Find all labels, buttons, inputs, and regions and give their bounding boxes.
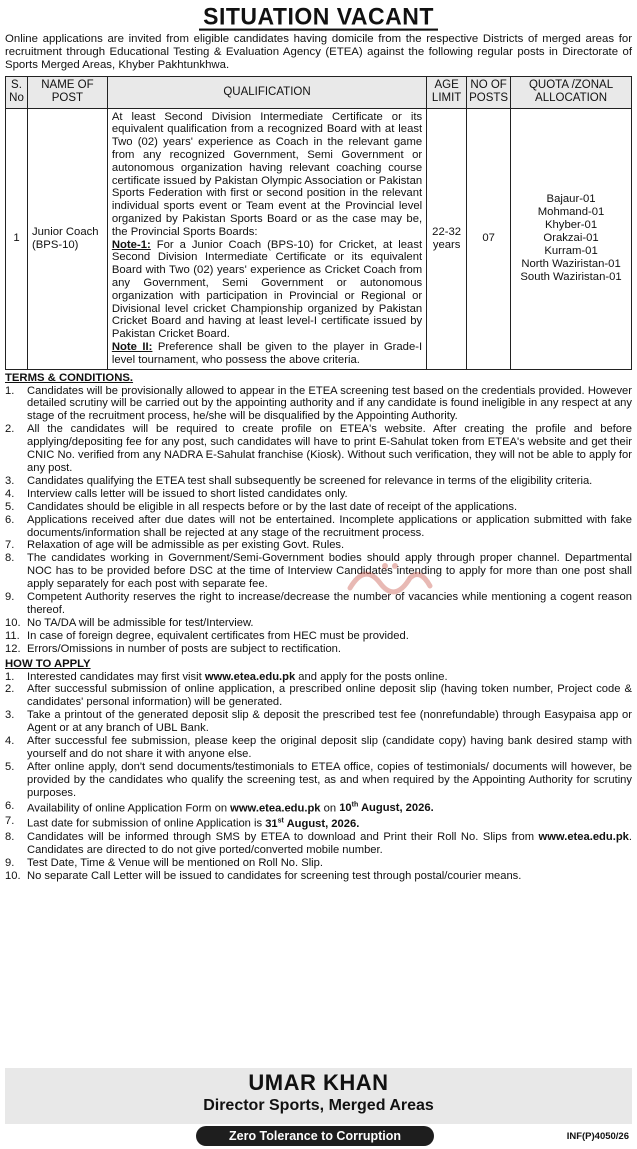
item-text-part: and apply for the posts online. — [295, 670, 448, 683]
item-number: 3. — [5, 474, 15, 487]
item-text-part: . Candidates are directed to do not give ported/converted mobile number. — [27, 830, 632, 856]
item-number: 1. — [5, 670, 15, 683]
signature-block — [5, 1068, 632, 1124]
item-text-part: Candidates will be informed through SMS by ETEA to download and Print their Roll No. Slips from — [27, 830, 539, 843]
item-number: 8. — [5, 552, 15, 565]
list-item — [5, 385, 632, 424]
header-post: NAME OF POST — [27, 76, 107, 108]
item-number: 1. — [5, 384, 15, 397]
item-text-part: Last date for submission of online Application is — [27, 818, 266, 831]
list-item — [5, 475, 632, 488]
item-text-part: After successful submission of online application, a prescribed online deposit slip (having token number, Project code & candidates' personal information) will be generated. — [27, 683, 632, 709]
date-text: 10th August, 2026. — [339, 801, 434, 815]
cell-posts: 07 — [467, 108, 511, 369]
item-number: 9. — [5, 856, 15, 869]
item-text — [27, 800, 632, 816]
item-text — [27, 870, 632, 883]
advertisement — [5, 4, 632, 883]
item-number: 6. — [5, 513, 15, 526]
item-text-part: Interested candidates may first visit — [27, 670, 205, 683]
item-text-part: Test Date, Time & Venue will be mentioned on Roll No. Slip. — [27, 856, 323, 869]
signatory-name: UMAR KHAN — [248, 1070, 389, 1095]
item-text — [27, 683, 632, 709]
list-item — [5, 552, 632, 591]
list-item — [5, 643, 632, 656]
item-text — [27, 831, 632, 857]
list-item — [5, 800, 632, 816]
list-item — [5, 831, 632, 857]
item-number: 12. — [5, 642, 21, 655]
item-text: Candidates will be provisionally allowed to appear in the ETEA screening test based on the credentials provided. However detailed scrutiny will be carried out by the appointing authority and if any candidate is found ineligible in any respect at any stage of the recruitment process, he/she will be disqualified by the Appointing Authority. — [27, 384, 632, 423]
list-item — [5, 815, 632, 831]
qualification-main: At least Second Division Intermediate Certificate or its equivalent qualification from a recognized Board with at least Two (02) years' experience as Coach in the relevant game from any recognized Government, Semi Government or autonomous organization having relevant coaching course certificate issued by Pakistan Olympic Association or Pakistan Sports Federation with first or second position in the relevant individual sports event or Team event at the Provincial level organized by Pakistan Sports Board or as the case may be, the Provincial Sports Boards: — [111, 110, 423, 238]
date-text: 31st August, 2026. — [265, 817, 360, 831]
note1-text: For a Junior Coach (BPS-10) for Cricket, at least Second Division Intermediate Certificate or its equivalent Board with Two (02) years' experience as Cricket Coach from any Government, Semi Government or autonomous organization with participation in Provincial or Regional or Divisional level cricket Championship organized by Pakistan Cricket Board and having at least level-I certificate issued by Pakistan Cricket Board. — [111, 238, 423, 341]
item-number: 5. — [5, 500, 15, 513]
item-number: 4. — [5, 487, 15, 500]
title-wrap — [5, 4, 632, 30]
header-sno: S. No — [6, 76, 28, 108]
cell-sno: 1 — [6, 108, 28, 369]
header-age: AGE LIMIT — [427, 76, 467, 108]
item-number: 8. — [5, 830, 15, 843]
page-title: SITUATION VACANT — [199, 3, 438, 30]
cell-quota — [511, 108, 632, 369]
item-text: Competent Authority reserves the right to increase/decrease the number of vacancies while mentioning a cogent reason thereof. — [27, 591, 632, 616]
signatory-title: Director Sports, Merged Areas — [203, 1097, 434, 1114]
header-posts: NO OF POSTS — [467, 76, 511, 108]
item-text — [27, 815, 632, 831]
item-number: 10. — [5, 616, 21, 629]
list-item — [5, 870, 632, 883]
list-item — [5, 514, 632, 540]
list-item — [5, 683, 632, 709]
note2-label: Note II: — [111, 340, 153, 353]
table-row — [6, 108, 632, 369]
list-item — [5, 423, 632, 475]
quota-item: Orakzai-01 — [543, 232, 599, 245]
howto-list — [5, 671, 632, 883]
item-text: In case of foreign degree, equivalent certificates from HEC must be provided. — [27, 629, 409, 642]
posts-table — [5, 76, 632, 370]
terms-list — [5, 385, 632, 656]
item-number: 10. — [5, 869, 21, 882]
list-item — [5, 501, 632, 514]
item-text: Candidates qualifying the ETEA test shall subsequently be screened for relevance in terms of the eligibility criteria. — [27, 474, 593, 487]
item-text: Applications received after due dates will not be entertained. Incomplete applications or application submitted with fake documents/information shall be rejected at any stage of the recruitment process. — [27, 513, 632, 539]
item-number: 4. — [5, 735, 15, 748]
item-number: 7. — [5, 539, 15, 552]
item-text — [27, 671, 632, 684]
intro-paragraph: Online applications are invited from eligible candidates having domicile from the respective Districts of merged areas for recruitment through Educational Testing & Evaluation Agency (ETEA) against the following regular posts in Directorate of Sports Merged Areas, Khyber Pakhtunkhwa. — [5, 33, 632, 72]
item-text: No TA/DA will be admissible for test/Interview. — [27, 616, 254, 629]
item-number: 5. — [5, 760, 15, 773]
list-item — [5, 857, 632, 870]
item-text-part: After successful fee submission, please keep the original deposit slip (candidate copy) having bank desired stamp with yourself and do not share it with anyone else. — [27, 735, 632, 761]
list-item — [5, 617, 632, 630]
item-number: 6. — [5, 799, 15, 812]
quota-item: Kurram-01 — [544, 245, 598, 258]
item-text-part: No separate Call Letter will be issued to candidates for screening test through postal/courier means. — [27, 869, 522, 882]
item-text-part: After online apply, don't send documents/testimonials to ETEA office, copies of testimonials/ documents will however, be provided by the candidates who qualify the screening test, as and when required by the Appointing Authority for scrutiny purposes. — [27, 760, 632, 799]
item-text — [27, 709, 632, 735]
item-text-part: Availability of online Application Form on — [27, 802, 231, 815]
table-header-row — [6, 76, 632, 108]
item-text-part: on — [320, 802, 340, 815]
quota-item: Bajaur-01 — [546, 193, 596, 206]
list-item — [5, 591, 632, 617]
item-text: Interview calls letter will be issued to short listed candidates only. — [27, 487, 348, 500]
list-item — [5, 488, 632, 501]
item-number: 2. — [5, 683, 15, 696]
cell-post: Junior Coach (BPS-10) — [27, 108, 107, 369]
item-number: 9. — [5, 591, 15, 604]
howto-heading: HOW TO APPLY — [5, 657, 91, 670]
slogan-banner: Zero Tolerance to Corruption — [196, 1126, 434, 1146]
item-text: Candidates should be eligible in all respects before or by the last date of receipt of the applications. — [27, 500, 518, 513]
cell-qualification — [107, 108, 426, 369]
item-text: All the candidates will be required to create profile on ETEA's website. After creating the profile and before applying/depositing fee for any post, such candidates will have to print E-Sahulat token from ETEA's website and get their CNIC No. verified from any NADRA E-Sahulat franchise (Kiosk). Without such verification, they will not be able to apply for any post. — [27, 423, 632, 474]
list-item — [5, 735, 632, 761]
item-text — [27, 857, 632, 870]
header-quota: QUOTA /ZONAL ALLOCATION — [511, 76, 632, 108]
list-item — [5, 539, 632, 552]
item-text — [27, 735, 632, 761]
list-item — [5, 709, 632, 735]
item-number: 7. — [5, 815, 15, 828]
quota-item: North Waziristan-01 — [521, 258, 621, 271]
item-number: 11. — [5, 629, 20, 642]
item-number: 3. — [5, 709, 15, 722]
item-text — [27, 761, 632, 800]
quota-item: Mohmand-01 — [537, 206, 605, 219]
item-text: Relaxation of age will be admissible as per existing Govt. Rules. — [27, 539, 345, 552]
list-item — [5, 671, 632, 684]
item-text: The candidates working in Government/Semi-Government bodies should apply through proper channel. Departmental NOC has to be provided before DSC at the time of Interview Candidates intending to apply for more than one post shall apply separately for each post with separate fee. — [27, 552, 632, 591]
note1-label: Note-1: — [111, 238, 151, 251]
website-link[interactable]: www.etea.edu.pk — [538, 830, 629, 843]
website-link[interactable]: www.etea.edu.pk — [204, 670, 296, 683]
reference-number: INF(P)4050/26 — [566, 1131, 629, 1142]
cell-age: 22-32 years — [427, 108, 467, 369]
terms-heading: TERMS & CONDITIONS. — [5, 371, 134, 384]
list-item — [5, 761, 632, 800]
item-number: 2. — [5, 423, 15, 436]
item-text-part: Take a printout of the generated deposit slip & deposit the prescribed test fee (nonrefundable) through Easypaisa app or Agent or at any branch of UBL Bank. — [27, 709, 632, 735]
quota-item: Khyber-01 — [544, 219, 598, 232]
header-qualification: QUALIFICATION — [107, 76, 426, 108]
list-item — [5, 630, 632, 643]
quota-item: South Waziristan-01 — [520, 271, 622, 284]
note2-text: Preference shall be given to the player in Grade-I level tournament, who possess the above criteria. — [111, 340, 423, 366]
website-link[interactable]: www.etea.edu.pk — [230, 802, 321, 815]
item-text: Errors/Omissions in number of posts are subject to rectification. — [27, 642, 341, 655]
